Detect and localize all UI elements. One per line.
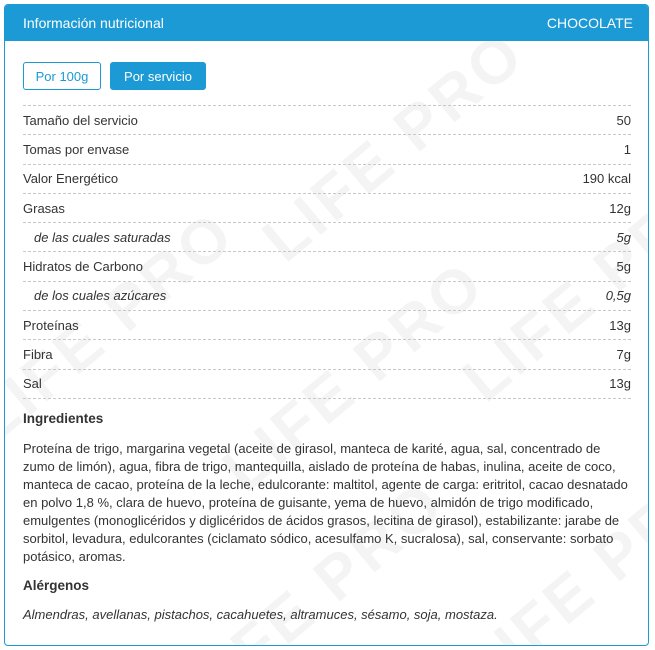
unit-tabs — [23, 41, 631, 92]
row-label: Valor Energético — [23, 171, 119, 187]
row-label: Fibra — [23, 347, 53, 363]
row-value: 13g — [609, 376, 631, 392]
panel-header — [5, 5, 648, 41]
table-row — [23, 282, 631, 311]
tab-per-serving[interactable]: Por servicio — [110, 62, 206, 90]
table-row — [23, 370, 631, 399]
row-label: Tamaño del servicio — [23, 112, 138, 128]
tab-per-100g[interactable]: Por 100g — [23, 62, 101, 90]
flavor-label: CHOCOLATE — [546, 15, 633, 31]
table-row — [23, 135, 631, 164]
row-value: 12g — [609, 200, 631, 216]
ingredients-text: Proteína de trigo, margarina vegetal (aceite de girasol, manteca de karité, agua, sal, concentrado de zumo de limón), agua, fibra de trigo, mantequilla, aislado de proteína de habas, inulina, aceite de coco, manteca de cacao, proteína de la leche, edulcorante: maltitol, agente de carga: eritritol, cacao desnatado en polvo 1,8 %, clara de huevo, proteína de guisante, yema de huevo, almidón de trigo modificado, emulgentes (monoglicéridos y diglicéridos de ácidos grasos, lecitina de girasol), estabilizante: jarabe de sorbitol, levadura, edulcorantes (ciclamato sódico, acesulfamo K, sucralosa), sal, conservante: sorbato potásico, aromas. — [23, 440, 628, 564]
panel-content — [5, 41, 648, 622]
table-row — [23, 340, 631, 369]
nutrition-panel — [4, 4, 649, 646]
ingredients-heading: Ingredientes — [23, 410, 104, 426]
row-label: Proteínas — [23, 317, 79, 333]
allergens-text: Almendras, avellanas, pistachos, cacahuetes, altramuces, sésamo, soja, mostaza. — [23, 606, 498, 622]
table-row — [23, 165, 631, 194]
table-row — [23, 194, 631, 223]
row-label: Sal — [23, 376, 42, 392]
row-value: 5g — [616, 229, 631, 245]
row-label: de los cuales azúcares — [34, 288, 167, 304]
row-label: Tomas por envase — [23, 141, 130, 157]
row-value: 13g — [609, 317, 631, 333]
row-label: de las cuales saturadas — [34, 229, 171, 245]
allergens-heading: Alérgenos — [23, 577, 90, 593]
row-value: 5g — [616, 259, 631, 275]
panel-title: Información nutricional — [23, 15, 164, 31]
row-value: 190 kcal — [582, 171, 631, 187]
table-row — [23, 106, 631, 135]
row-label: Grasas — [23, 200, 65, 216]
row-value: 1 — [623, 141, 631, 157]
table-row — [23, 252, 631, 281]
row-value: 50 — [616, 112, 631, 128]
table-row — [23, 223, 631, 252]
table-row — [23, 311, 631, 340]
row-value: 0,5g — [605, 288, 631, 304]
row-label: Hidratos de Carbono — [23, 259, 143, 275]
nutrition-table — [23, 105, 631, 399]
row-value: 7g — [616, 347, 631, 363]
